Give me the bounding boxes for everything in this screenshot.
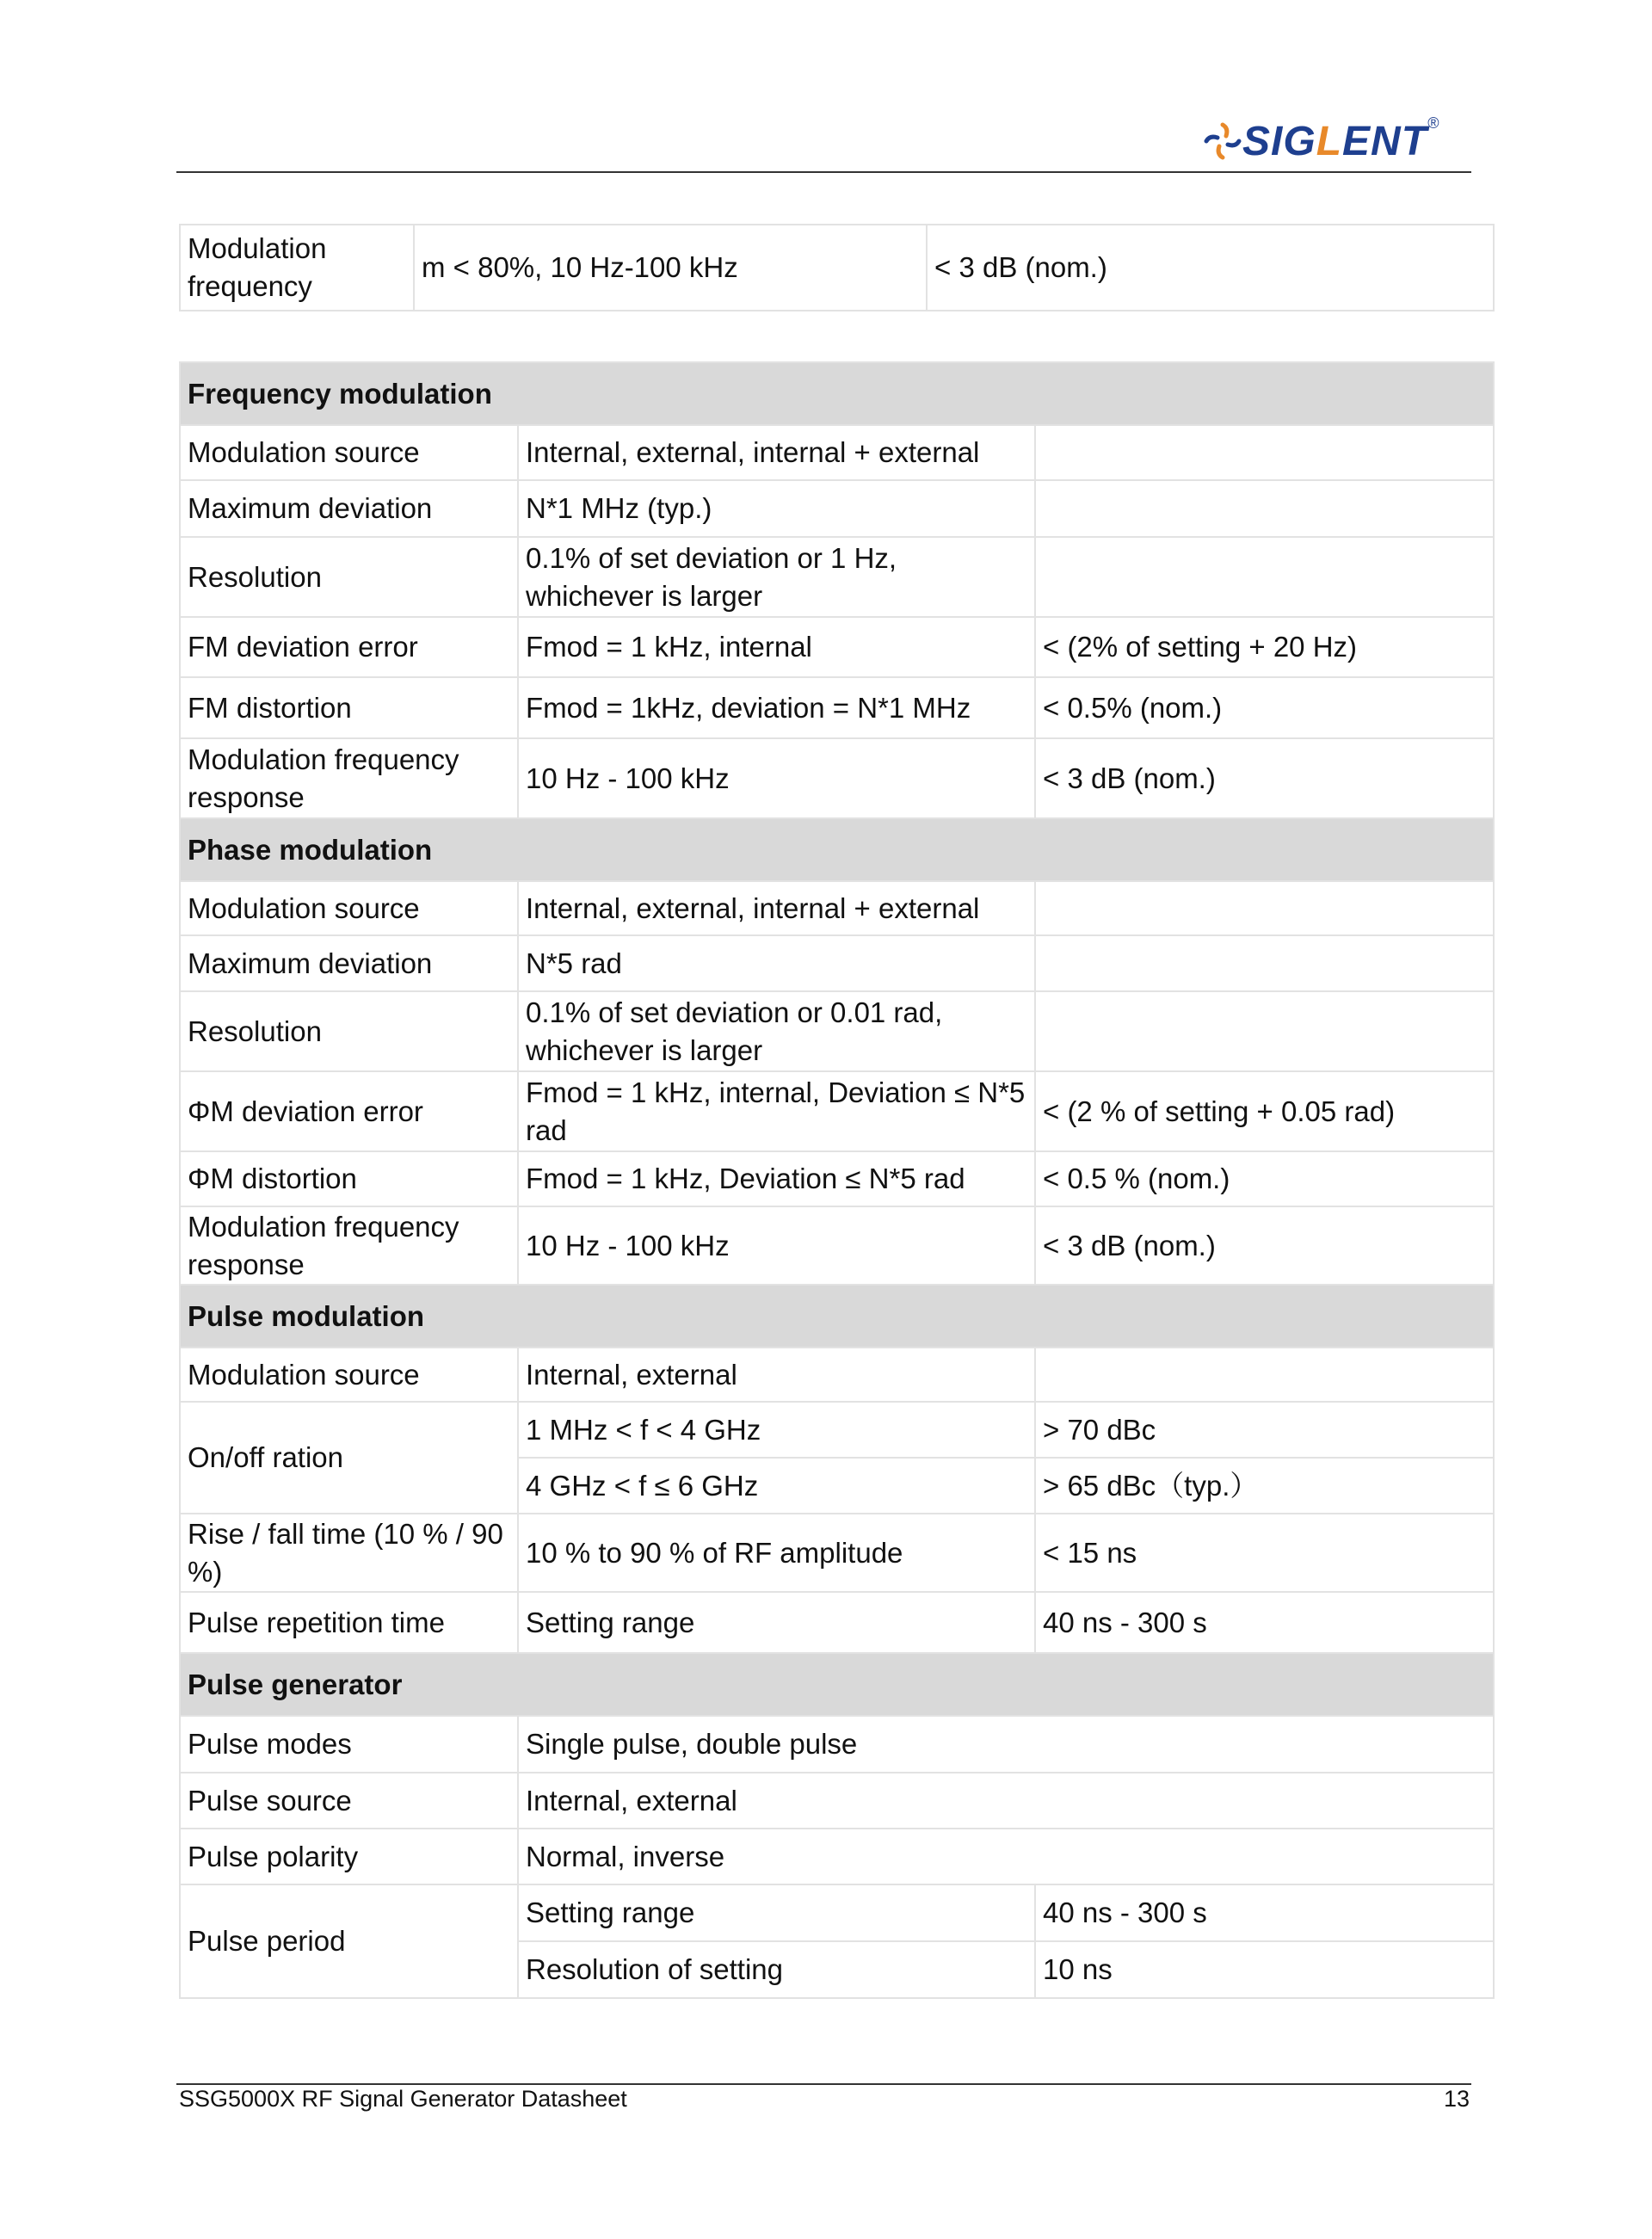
- table-row: [180, 617, 1494, 677]
- section-title: Pulse modulation: [180, 1285, 1494, 1348]
- condition-cell: 10 Hz - 100 kHz: [518, 738, 1035, 818]
- condition-cell: Internal, external: [518, 1348, 1035, 1402]
- param-cell: Modulation frequency response: [180, 1206, 518, 1285]
- value-cell: < 3 dB (nom.): [927, 225, 1494, 311]
- param-cell: Modulation frequency response: [180, 738, 518, 818]
- param-cell: Pulse polarity: [180, 1829, 518, 1884]
- param-cell: Pulse source: [180, 1773, 518, 1829]
- value-cell: 40 ns - 300 s: [1035, 1592, 1494, 1653]
- condition-cell: m < 80%, 10 Hz-100 kHz: [414, 225, 927, 311]
- condition-cell: 1 MHz < f < 4 GHz: [518, 1402, 1035, 1458]
- param-cell: On/off ration: [180, 1402, 518, 1514]
- header-rule: [176, 171, 1471, 173]
- param-cell: Maximum deviation: [180, 935, 518, 991]
- param-cell: ΦM distortion: [180, 1151, 518, 1206]
- condition-cell: 4 GHz < f ≤ 6 GHz: [518, 1458, 1035, 1514]
- table-row: [180, 1206, 1494, 1285]
- section-title: Pulse generator: [180, 1653, 1494, 1716]
- table-row: [180, 1592, 1494, 1653]
- table-row: [180, 1514, 1494, 1592]
- value-cell: [1035, 425, 1494, 480]
- table-row: [180, 991, 1494, 1071]
- section-title: Frequency modulation: [180, 362, 1494, 425]
- value-cell: Normal, inverse: [518, 1829, 1494, 1884]
- condition-cell: 0.1% of set deviation or 1 Hz, whichever is larger: [518, 537, 1035, 617]
- condition-cell: Setting range: [518, 1592, 1035, 1653]
- table-row: [180, 537, 1494, 617]
- table-row: [180, 1151, 1494, 1206]
- param-cell: Pulse repetition time: [180, 1592, 518, 1653]
- value-cell: < 3 dB (nom.): [1035, 738, 1494, 818]
- value-cell: [1035, 1348, 1494, 1402]
- condition-cell: 0.1% of set deviation or 0.01 rad, whichever is larger: [518, 991, 1035, 1071]
- value-cell: < (2% of setting + 20 Hz): [1035, 617, 1494, 677]
- value-cell: < 0.5% (nom.): [1035, 677, 1494, 738]
- condition-cell: Fmod = 1 kHz, Deviation ≤ N*5 rad: [518, 1151, 1035, 1206]
- section-header-fm: [180, 362, 1494, 425]
- param-cell: Resolution: [180, 991, 518, 1071]
- value-cell: 10 ns: [1035, 1941, 1494, 1998]
- condition-cell: Internal, external, internal + external: [518, 425, 1035, 480]
- section-header-pulse: [180, 1285, 1494, 1348]
- table-row: [180, 480, 1494, 537]
- footer-doc-title: SSG5000X RF Signal Generator Datasheet: [179, 2086, 627, 2112]
- param-cell: Pulse modes: [180, 1716, 518, 1773]
- condition-cell: Fmod = 1 kHz, internal, Deviation ≤ N*5 rad: [518, 1071, 1035, 1151]
- table-row: [180, 425, 1494, 480]
- value-cell: > 70 dBc: [1035, 1402, 1494, 1458]
- value-cell: < 15 ns: [1035, 1514, 1494, 1592]
- value-cell: [1035, 935, 1494, 991]
- value-cell: 40 ns - 300 s: [1035, 1884, 1494, 1941]
- siglent-logo: [1203, 114, 1440, 165]
- value-cell: < 0.5 % (nom.): [1035, 1151, 1494, 1206]
- value-cell: [1035, 881, 1494, 935]
- param-cell: Modulation source: [180, 1348, 518, 1402]
- section-header-pulse-generator: [180, 1653, 1494, 1716]
- condition-cell: N*1 MHz (typ.): [518, 480, 1035, 537]
- table-row: [180, 1884, 1494, 1941]
- param-cell: Modulation source: [180, 425, 518, 480]
- section-header-pm: [180, 818, 1494, 881]
- table-row: [180, 1716, 1494, 1773]
- value-cell: [1035, 480, 1494, 537]
- page-number: 13: [1443, 2086, 1470, 2112]
- table-row: [180, 881, 1494, 935]
- table-row: [180, 738, 1494, 818]
- table-row: [180, 225, 1494, 311]
- condition-cell: Resolution of setting: [518, 1941, 1035, 1998]
- table-row: [180, 677, 1494, 738]
- am-continuation-table: [179, 224, 1495, 311]
- table-row: [180, 1402, 1494, 1458]
- value-cell: [1035, 991, 1494, 1071]
- spec-table: [179, 361, 1495, 1999]
- value-cell: < (2 % of setting + 0.05 rad): [1035, 1071, 1494, 1151]
- siglent-swirl-icon: [1203, 121, 1242, 161]
- condition-cell: Setting range: [518, 1884, 1035, 1941]
- value-cell: [1035, 537, 1494, 617]
- value-cell: > 65 dBc（typ.）: [1035, 1458, 1494, 1514]
- param-cell: Pulse period: [180, 1884, 518, 1998]
- param-cell: Modulation frequency: [180, 225, 414, 311]
- section-title: Phase modulation: [180, 818, 1494, 881]
- table-row: [180, 935, 1494, 991]
- param-cell: Rise / fall time (10 % / 90 %): [180, 1514, 518, 1592]
- condition-cell: 10 Hz - 100 kHz: [518, 1206, 1035, 1285]
- table-row: [180, 1773, 1494, 1829]
- condition-cell: N*5 rad: [518, 935, 1035, 991]
- value-cell: < 3 dB (nom.): [1035, 1206, 1494, 1285]
- param-cell: Maximum deviation: [180, 480, 518, 537]
- condition-cell: 10 % to 90 % of RF amplitude: [518, 1514, 1035, 1592]
- condition-cell: Fmod = 1 kHz, internal: [518, 617, 1035, 677]
- brand-name: SIGLENT®: [1242, 114, 1440, 164]
- param-cell: ΦM deviation error: [180, 1071, 518, 1151]
- param-cell: Modulation source: [180, 881, 518, 935]
- condition-cell: Internal, external, internal + external: [518, 881, 1035, 935]
- value-cell: Internal, external: [518, 1773, 1494, 1829]
- param-cell: Resolution: [180, 537, 518, 617]
- table-row: [180, 1348, 1494, 1402]
- table-row: [180, 1071, 1494, 1151]
- condition-cell: Fmod = 1kHz, deviation = N*1 MHz: [518, 677, 1035, 738]
- value-cell: Single pulse, double pulse: [518, 1716, 1494, 1773]
- table-row: [180, 1829, 1494, 1884]
- param-cell: FM deviation error: [180, 617, 518, 677]
- footer-rule: [176, 2083, 1471, 2085]
- param-cell: FM distortion: [180, 677, 518, 738]
